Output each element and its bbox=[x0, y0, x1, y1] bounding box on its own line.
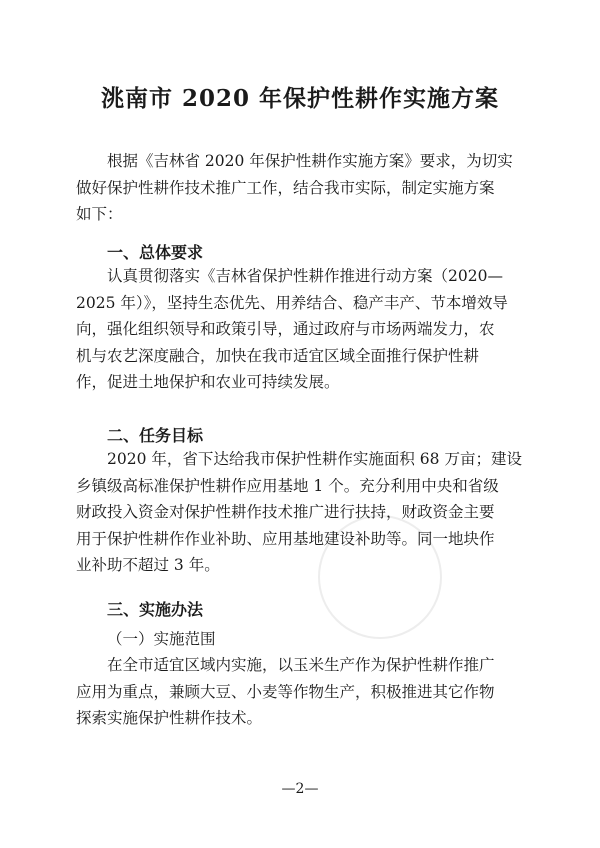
intro-paragraph bbox=[76, 148, 536, 228]
page-number: —2— bbox=[281, 781, 319, 797]
paragraph-line: 财政投入资金对保护性耕作技术推广进行扶持，财政资金主要 bbox=[76, 503, 495, 521]
document-title: 洮南市 2020 年保护性耕作实施方案 bbox=[100, 85, 500, 112]
paragraph-line: 2020 年，省下达给我市保护性耕作实施面积 68 万亩；建设 bbox=[76, 450, 522, 468]
intro-line: 做好保护性耕作技术推广工作，结合我市实际，制定实施方案 bbox=[76, 178, 495, 197]
section-heading-task-objectives: 二、任务目标 bbox=[107, 426, 204, 445]
paragraph-line: 向，强化组织领导和政策引导，通过政府与市场两端发力，农 bbox=[76, 320, 495, 338]
paragraph-line: 业补助不超过 3 年。 bbox=[76, 556, 220, 574]
section-heading-implementation-methods: 三、实施办法 bbox=[107, 600, 204, 619]
paragraph-line: 作，促进土地保护和农业可持续发展。 bbox=[76, 373, 340, 391]
subsection-heading-scope: （一）实施范围 bbox=[107, 630, 216, 648]
task-objectives-paragraph bbox=[76, 446, 536, 579]
paragraph-line: 探索实施保护性耕作技术。 bbox=[76, 709, 263, 727]
paragraph-line: 机与农艺深度融合，加快在我市适宜区域全面推行保护性耕 bbox=[76, 346, 480, 365]
paragraph-line: 认真贯彻落实《吉林省保护性耕作推进行动方案（2020— bbox=[76, 267, 503, 285]
paragraph-line: 乡镇级高标准保护性耕作应用基地 1 个。充分利用中央和省级 bbox=[76, 476, 499, 495]
paragraph-line: 2025 年）》，坚持生态优先、用养结合、稳产丰产、节本增效导 bbox=[76, 293, 508, 312]
paragraph-line: 用于保护性耕作作业补助、应用基地建设补助等。同一地块作 bbox=[76, 529, 495, 548]
intro-line: 如下： bbox=[76, 205, 123, 223]
paragraph-line: 应用为重点，兼顾大豆、小麦等作物生产，积极推进其它作物 bbox=[76, 682, 495, 701]
general-requirements-paragraph bbox=[76, 263, 536, 396]
intro-line: 根据《吉林省 2020 年保护性耕作实施方案》要求，为切实 bbox=[76, 152, 513, 170]
implementation-scope-paragraph bbox=[76, 652, 536, 732]
section-heading-general-requirements: 一、总体要求 bbox=[107, 243, 204, 262]
paragraph-line: 在全市适宜区域内实施，以玉米生产作为保护性耕作推广 bbox=[76, 656, 495, 674]
